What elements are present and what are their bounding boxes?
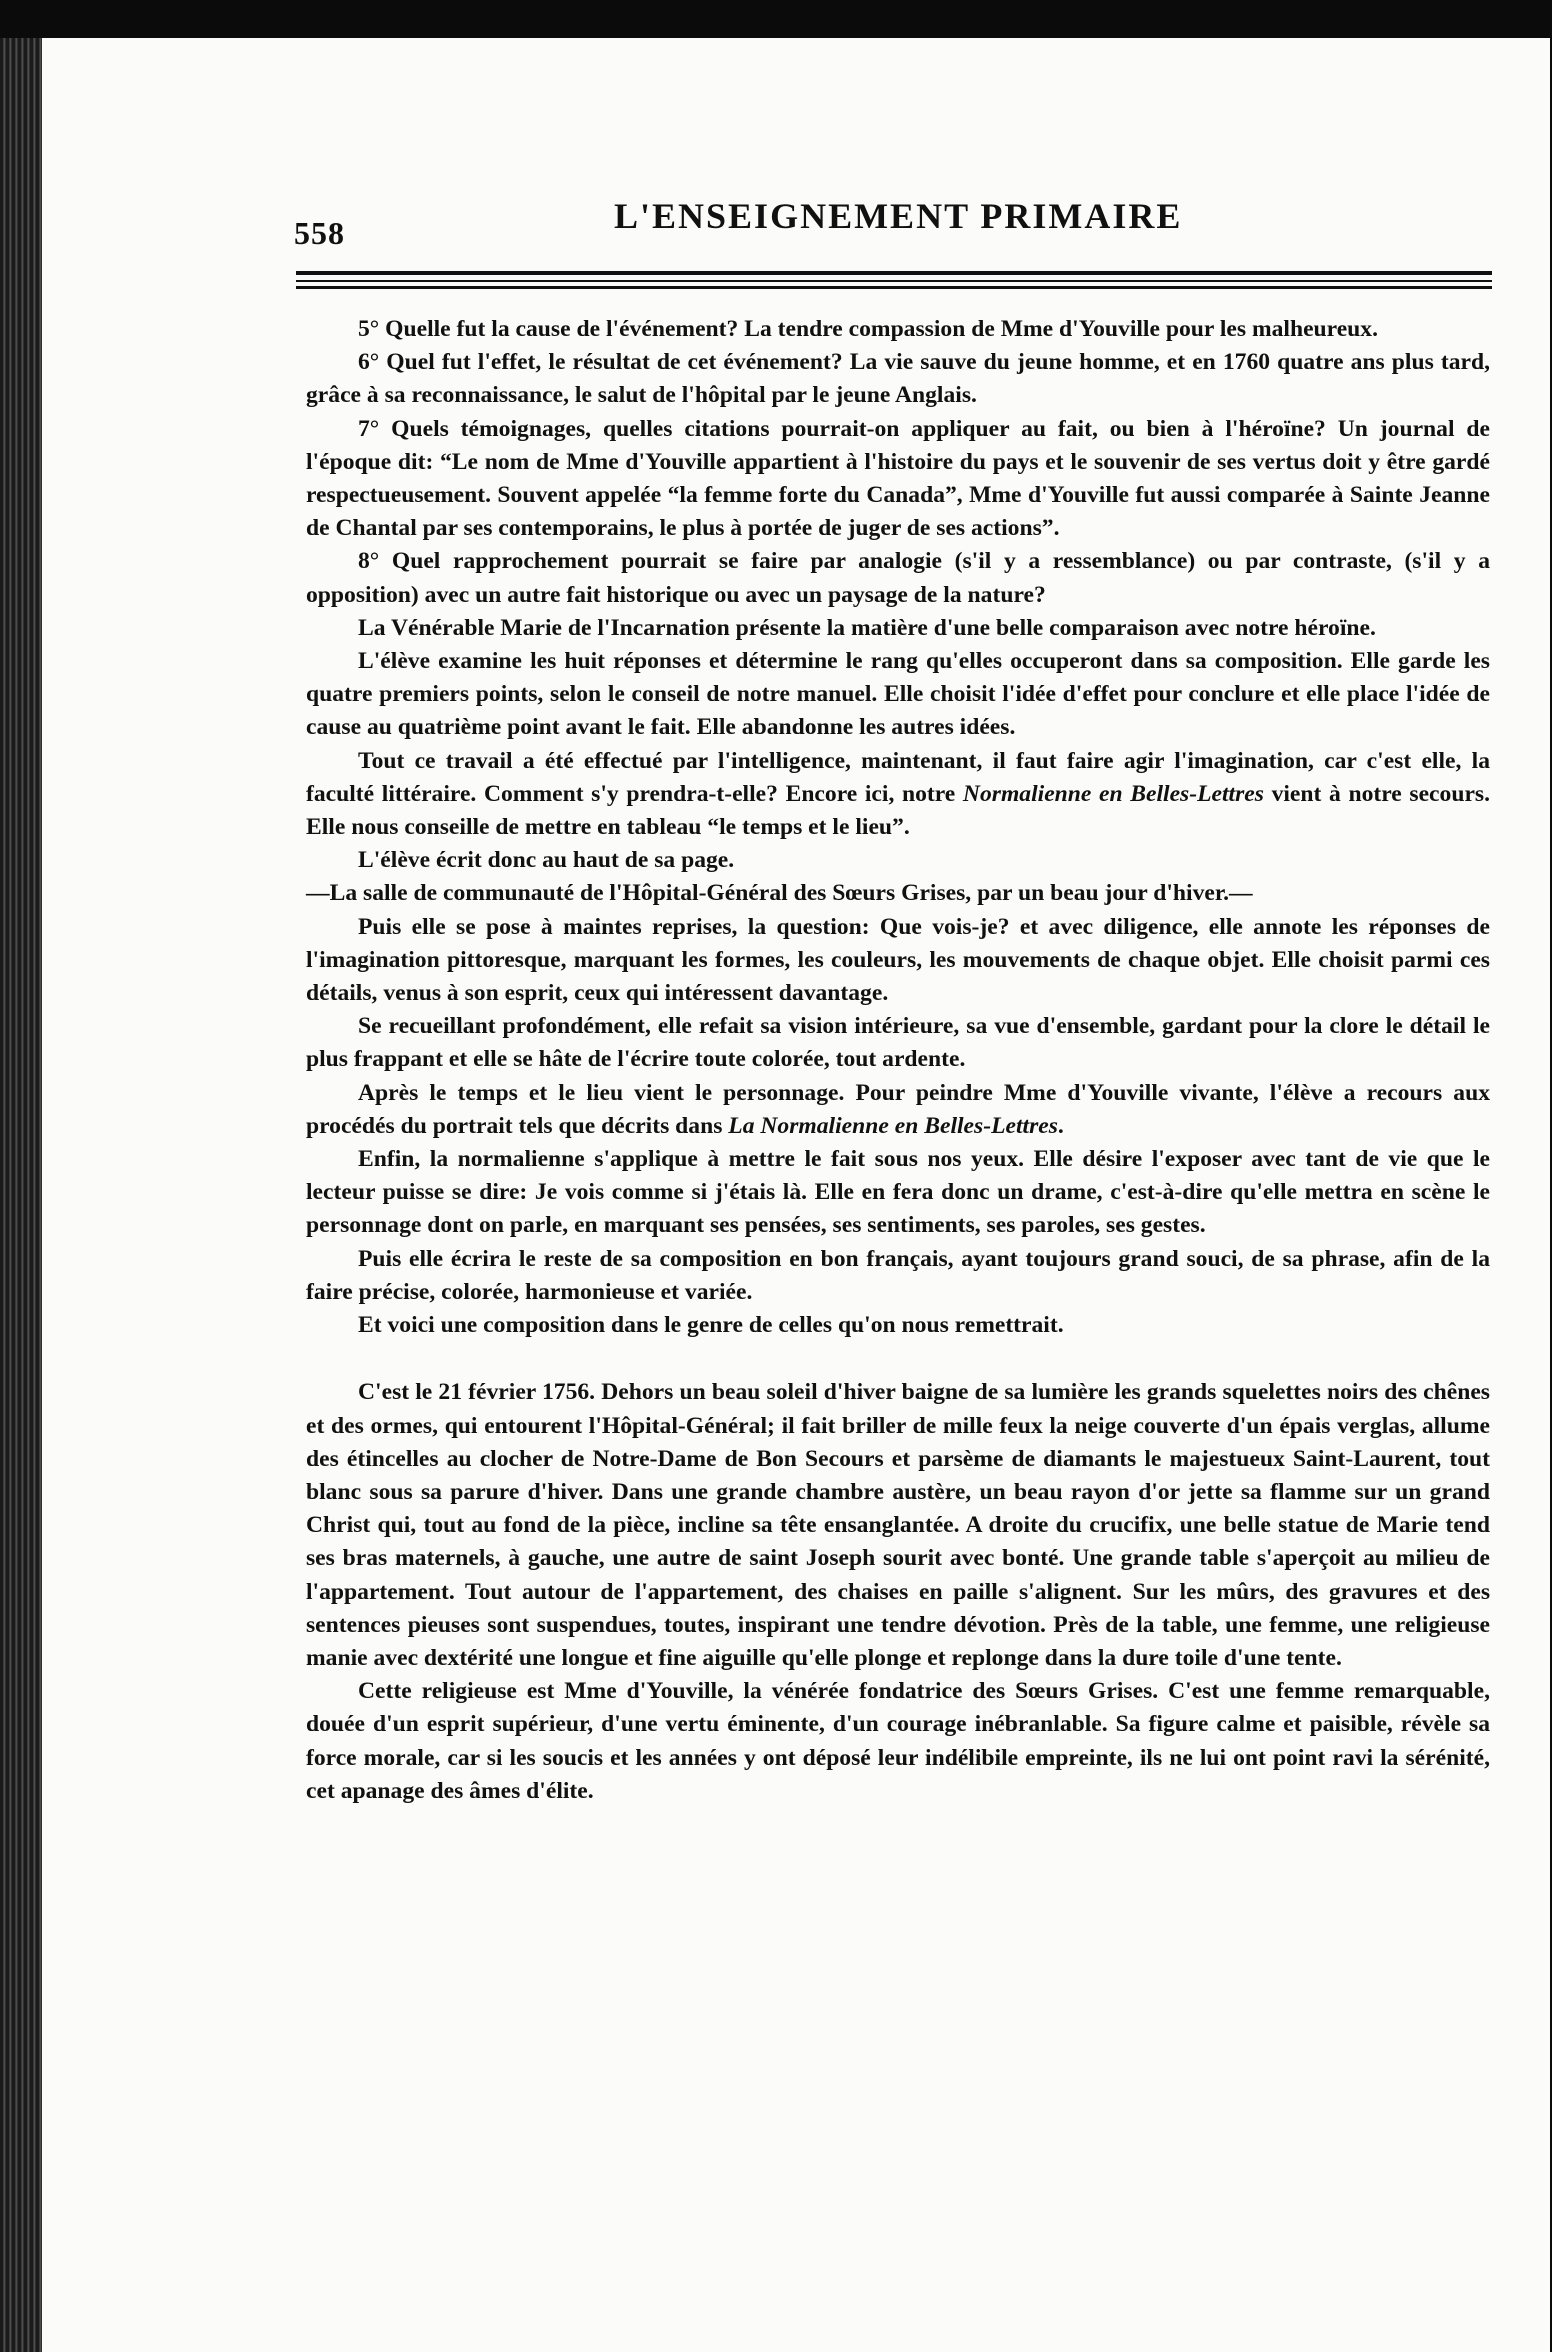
- header-rule: [296, 271, 1492, 295]
- paragraph: —La salle de communauté de l'Hôpital-Général des Sœurs Grises, par un beau jour d'hiver.—: [306, 880, 1253, 907]
- text-run: Tout ce travail a été effectué par l'intelligence, maintenant, il faut faire agir l'imagination, car c'est elle, la faculté littéraire. Comment s'y prendra-t-elle? Encore ici, notre: [306, 747, 1490, 807]
- italic-title: Normalienne en Belles-Lettres: [962, 780, 1264, 807]
- paragraph: Cette religieuse est Mme d'Youville, la vénérée fondatrice des Sœurs Grises. C'est une femme remarquable, douée d'un esprit supérieur, d'une vertu éminente, d'un courage inébranlable. Sa figure calme et paisible, révèle sa force morale, car si les soucis et les années y ont déposé leur indélibile empreinte, ils ne lui ont point ravi la sérénité, cet apanage des âmes d'élite.: [306, 1678, 1490, 1804]
- paragraph: Puis elle écrira le reste de sa composition en bon français, ayant toujours grand souci, de sa phrase, afin de la faire précise, colorée, harmonieuse et variée.: [306, 1245, 1490, 1305]
- paragraph: 6° Quel fut l'effet, le résultat de cet événement? La vie sauve du jeune homme, et en 1760 quatre ans plus tard, grâce à sa reconnaissance, le salut de l'hôpital par le jeune Anglais.: [306, 349, 1490, 409]
- book-spine: [0, 38, 42, 2352]
- paragraph: La Vénérable Marie de l'Incarnation présente la matière d'une belle comparaison avec notre héroïne.: [358, 614, 1376, 641]
- paragraph: [306, 745, 1490, 845]
- rule-line-bottom: [296, 286, 1492, 289]
- paragraph: [306, 1077, 1490, 1143]
- paragraph: 5° Quelle fut la cause de l'événement? La tendre compassion de Mme d'Youville pour les malheureux.: [358, 316, 1379, 342]
- running-title: L'ENSEIGNEMENT PRIMAIRE: [614, 196, 1183, 236]
- rule-line-thick: [296, 271, 1492, 275]
- paragraph: Enfin, la normalienne s'applique à mettre le fait sous nos yeux. Elle désire l'exposer avec tant de vie que le lecteur puisse se dire: Je vois comme si j'étais là. Elle en fera donc un drame, c'est-à-dire qu'elle mettra en scène le personnage dont on parle, en marquant ses pensées, ses sentiments, ses paroles, ses gestes.: [306, 1146, 1490, 1239]
- paragraph: Et voici une composition dans le genre de celles qu'on nous remettrait.: [358, 1312, 1064, 1339]
- paragraph: 8° Quel rapprochement pourrait se faire par analogie (s'il y a ressemblance) ou par contraste, (s'il y a opposition) avec un autre fait historique ou avec un paysage de la nature?: [306, 548, 1490, 608]
- running-head: [254, 153, 1500, 251]
- paragraph: Puis elle se pose à maintes reprises, la question: Que vois-je? et avec diligence, elle annote les réponses de l'imagination pittoresque, marquant les formes, les couleurs, les mouvements de chaque objet. Elle choisit parmi ces détails, venus à son esprit, ceux qui intéressent davantage.: [306, 913, 1490, 1007]
- paragraph: L'élève écrit donc au haut de sa page.: [358, 847, 735, 874]
- page-number: 558: [294, 215, 345, 251]
- book-page: [42, 38, 1550, 2352]
- text-run: Après le temps et le lieu vient le personnage. Pour peindre Mme d'Youville vivante, l'élève a recours aux procédés du portrait tels que décrits dans: [306, 1079, 1490, 1139]
- text-run: vient à notre secours. Elle nous conseille de mettre en tableau “le temps et le lieu”.: [306, 780, 1490, 841]
- text-run: .: [1057, 1112, 1064, 1139]
- section-gap: [306, 1342, 1490, 1376]
- text-block: [254, 153, 1500, 1808]
- paragraph: 7° Quels témoignages, quelles citations pourrait-on appliquer au fait, ou bien à l'héroïne? Un journal de l'époque dit: “Le nom de Mme d'Youville appartient à l'histoire du pays et le souvenir de ses vertus doit y être gardé respectueusement. Souvent appelée “la femme forte du Canada”, Mme d'Youville fut aussi comparée à Sainte Jeanne de Chantal par ses contemporains, le plus à portée de juger de ses actions”.: [306, 415, 1490, 542]
- paragraph: Se recueillant profondément, elle refait sa vision intérieure, sa vue d'ensemble, gardant pour la clore le détail le plus frappant et elle se hâte de l'écrire toute colorée, tout ardente.: [306, 1013, 1490, 1073]
- paragraph: L'élève examine les huit réponses et détermine le rang qu'elles occuperont dans sa composition. Elle garde les quatre premiers points, selon le conseil de notre manuel. Elle choisit l'idée d'effet pour conclure et elle place l'idée de cause au quatrième point avant le fait. Elle abandonne les autres idées.: [306, 648, 1490, 741]
- page-body: [254, 313, 1500, 1808]
- italic-title: La Normalienne en Belles-Lettres: [728, 1112, 1058, 1139]
- rule-line-thin: [296, 280, 1492, 282]
- paragraph: C'est le 21 février 1756. Dehors un beau soleil d'hiver baigne de sa lumière les grands squelettes noirs des chênes et des ormes, qui entourent l'Hôpital-Général; il fait briller de mille feux la neige couverte d'un épais verglas, allume des étincelles au clocher de Notre-Dame de Bon Secours et parsème de diamants le majestueux Saint-Laurent, tout blanc sous sa parure d'hiver. Dans une grande chambre austère, un beau rayon d'or jette sa flamme sur un grand Christ qui, tout au fond de la pièce, incline sa tête ensanglantée. A droite du crucifix, une belle statue de Marie tend ses bras maternels, à gauche, une autre de saint Joseph sourit avec bonté. Une grande table s'aperçoit au milieu de l'appartement. Tout autour de l'appartement, des chaises en paille s'alignent. Sur les mûrs, des gravures et des sentences pieuses sont suspendues, toutes, inspirant une tendre dévotion. Près de la table, une femme, une religieuse manie avec dextérité une longue et fine aiguille qu'elle plonge et replonge dans la dure toile d'une tente.: [306, 1379, 1490, 1671]
